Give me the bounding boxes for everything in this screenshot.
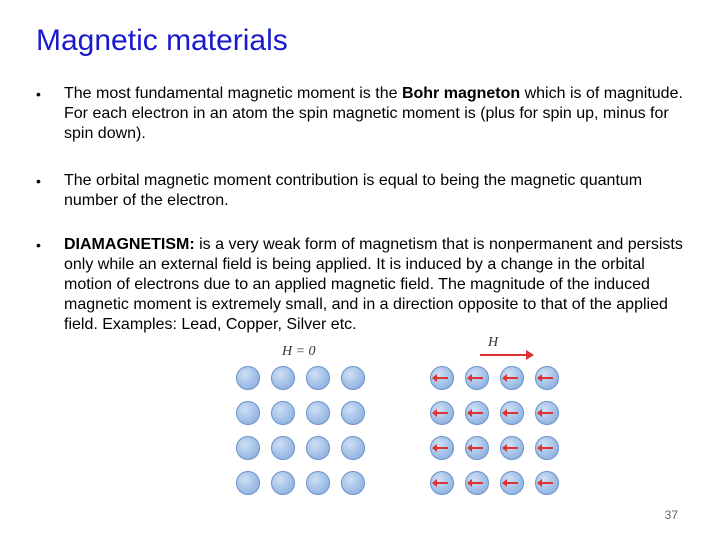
bullet-text-post: which is of magnitude. For each electron in an atom the spin magnetic moment is (plus for spin up, minus for spin down). xyxy=(64,85,683,142)
induced-moment-arrow-icon xyxy=(541,482,553,484)
atom-with-induced-moment xyxy=(430,401,454,425)
atom xyxy=(271,436,295,460)
diamagnetism-figure xyxy=(230,330,570,505)
atom-with-induced-moment xyxy=(500,366,524,390)
atom xyxy=(341,366,365,390)
atom-with-induced-moment xyxy=(465,366,489,390)
atom xyxy=(271,366,295,390)
bullet-text-pre: The orbital magnetic moment contribution is equal to being the magnetic quantum number of the electron. xyxy=(64,172,643,209)
induced-moment-arrow-icon xyxy=(506,377,518,379)
field-zero-label: H = 0 xyxy=(282,344,316,359)
bullet-marker: • xyxy=(36,237,41,253)
atom-with-induced-moment xyxy=(535,471,559,495)
atom-grid-no-field xyxy=(236,366,365,495)
atom-with-induced-moment xyxy=(500,401,524,425)
field-arrow-icon xyxy=(480,354,528,356)
induced-moment-arrow-icon xyxy=(506,447,518,449)
atom-with-induced-moment xyxy=(500,471,524,495)
bullet-marker: • xyxy=(36,86,41,102)
atom-with-induced-moment xyxy=(500,436,524,460)
atom xyxy=(341,401,365,425)
atom-with-induced-moment xyxy=(465,436,489,460)
atom xyxy=(306,401,330,425)
bullet-text xyxy=(64,84,686,144)
induced-moment-arrow-icon xyxy=(506,412,518,414)
atom-with-induced-moment xyxy=(535,366,559,390)
slide-title: Magnetic materials xyxy=(36,24,288,57)
induced-moment-arrow-icon xyxy=(541,412,553,414)
atom-with-induced-moment xyxy=(465,401,489,425)
field-applied-label: H xyxy=(488,335,499,350)
atom-with-induced-moment xyxy=(430,436,454,460)
atom xyxy=(306,436,330,460)
induced-moment-arrow-icon xyxy=(541,447,553,449)
atom-with-induced-moment xyxy=(535,401,559,425)
atom xyxy=(236,436,260,460)
bullet-orbital-moment xyxy=(36,171,686,211)
atom xyxy=(271,471,295,495)
bullet-text xyxy=(64,171,686,211)
bullet-text-bold: Bohr magneton xyxy=(401,85,521,102)
induced-moment-arrow-icon xyxy=(436,412,448,414)
atom xyxy=(341,471,365,495)
induced-moment-arrow-icon xyxy=(471,482,483,484)
bullet-diamagnetism xyxy=(36,235,686,335)
bullet-marker: • xyxy=(36,173,41,189)
induced-moment-arrow-icon xyxy=(541,377,553,379)
atom xyxy=(306,471,330,495)
induced-moment-arrow-icon xyxy=(471,412,483,414)
bullet-bohr-magneton xyxy=(36,84,686,144)
induced-moment-arrow-icon xyxy=(436,377,448,379)
bullet-text-post: is a very weak form of magnetism that is nonpermanent and persists only while an external field is being applied. It is induced by a change in the orbital motion of electrons due to an applied magnetic field. The magnitude of the induced magnetic moment is extremely small, and in a direction opposite to that of the applied field. Examples: Lead, Copper, Silver etc. xyxy=(64,236,683,333)
atom xyxy=(236,366,260,390)
atom xyxy=(236,471,260,495)
induced-moment-arrow-icon xyxy=(436,482,448,484)
atom-with-induced-moment xyxy=(430,366,454,390)
induced-moment-arrow-icon xyxy=(471,377,483,379)
induced-moment-arrow-icon xyxy=(471,447,483,449)
atom-with-induced-moment xyxy=(430,471,454,495)
atom xyxy=(236,401,260,425)
atom-with-induced-moment xyxy=(465,471,489,495)
bullet-text-pre: The most fundamental magnetic moment is the xyxy=(64,85,402,102)
atom-with-induced-moment xyxy=(535,436,559,460)
atom xyxy=(341,436,365,460)
atom xyxy=(271,401,295,425)
induced-moment-arrow-icon xyxy=(436,447,448,449)
bullet-text xyxy=(64,235,686,335)
page-number: 37 xyxy=(664,508,678,522)
atom xyxy=(306,366,330,390)
bullet-text-bold: DIAMAGNETISM: xyxy=(64,236,195,253)
induced-moment-arrow-icon xyxy=(506,482,518,484)
atom-grid-applied-field xyxy=(430,366,559,495)
